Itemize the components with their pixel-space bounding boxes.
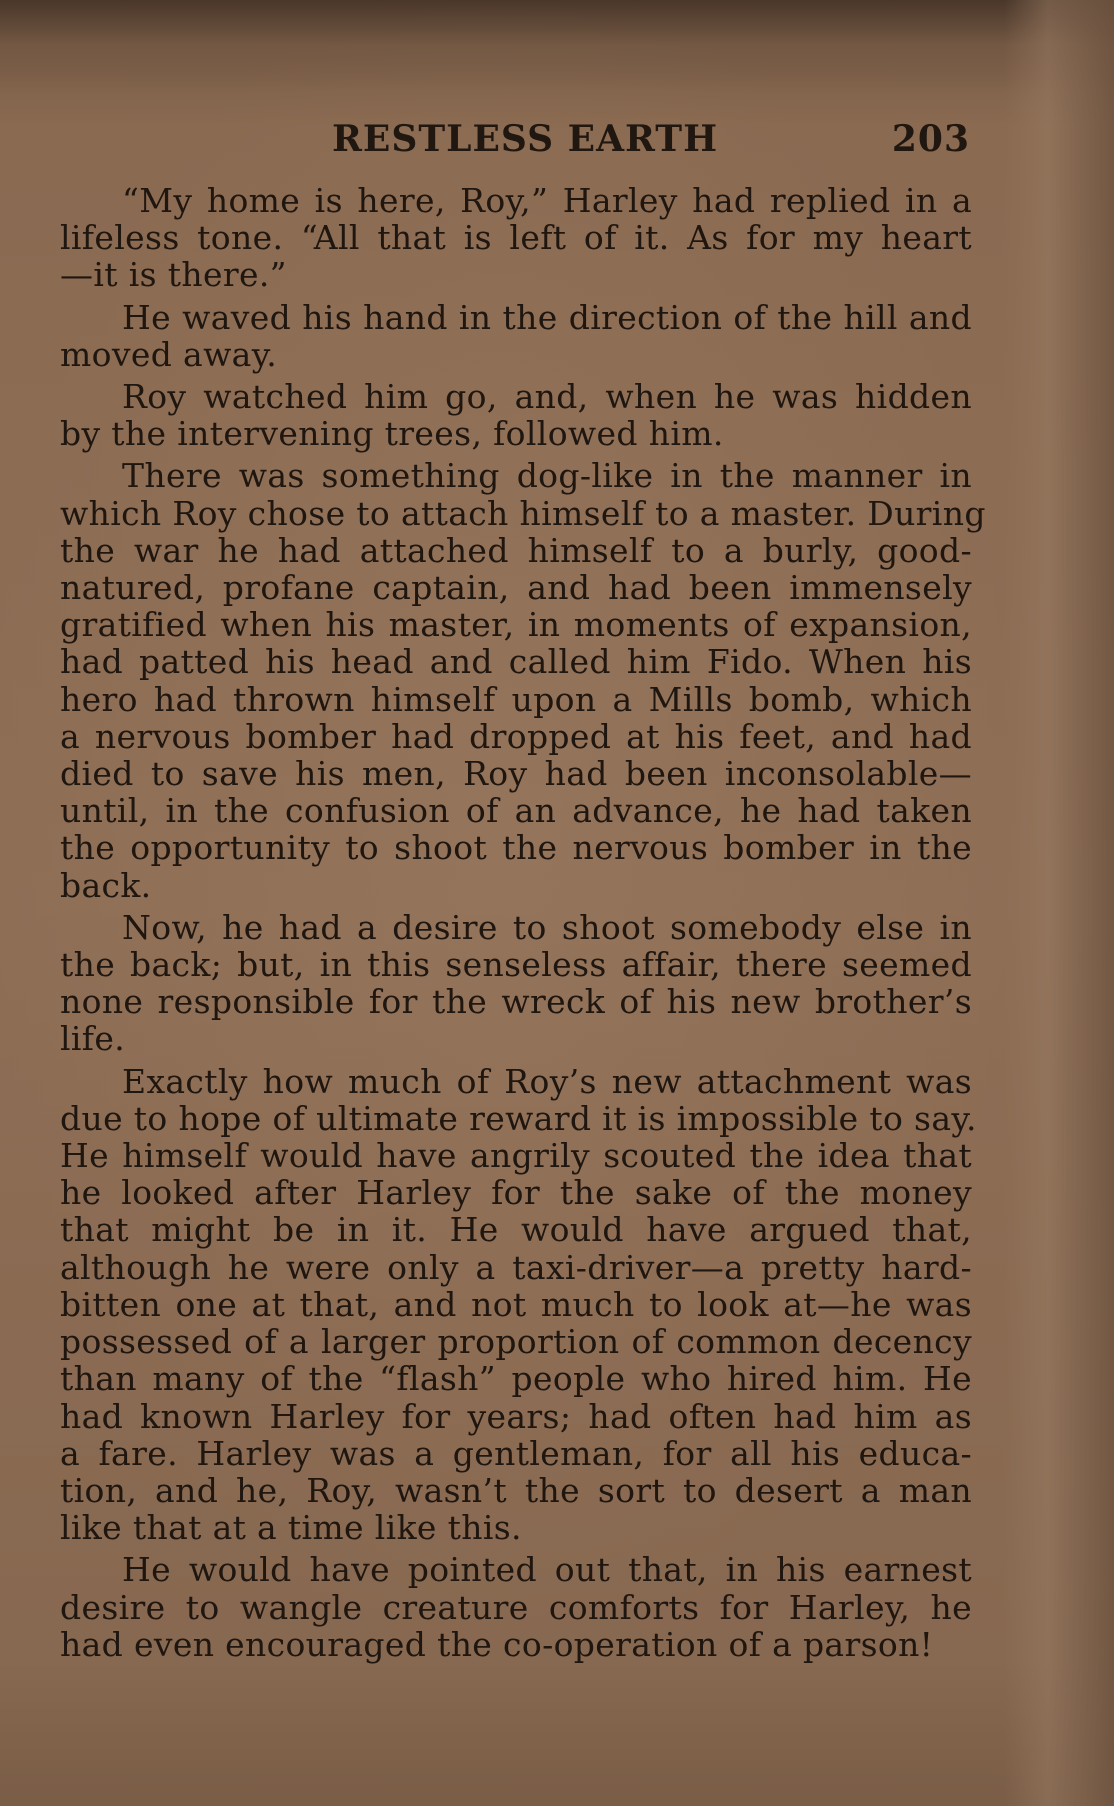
text-line: He would have pointed out that, in his earnest (122, 1550, 972, 1590)
page-top-shadow (0, 0, 1114, 90)
text-line: life. (60, 1019, 126, 1059)
text-line: than many of the “flash” people who hired him. He (60, 1359, 972, 1399)
text-line: He himself would have angrily scouted the idea that (60, 1136, 972, 1176)
text-line: Now, he had a desire to shoot somebody else in (122, 907, 972, 947)
text-line: tion, and he, Roy, wasn’t the sort to desert a man (60, 1470, 972, 1510)
text-line: by the intervening trees, followed him. (60, 414, 724, 454)
paragraph (60, 456, 986, 905)
running-title: RESTLESS EARTH (332, 118, 719, 160)
paragraph (60, 182, 972, 294)
text-line: due to hope of ultimate reward it is impossible to say. (60, 1098, 977, 1138)
text-line: natured, profane captain, and had been immensely (60, 568, 972, 608)
text-line: none responsible for the wreck of his new brother’s (60, 982, 972, 1022)
text-line: had known Harley for years; had often had him as (60, 1396, 972, 1436)
text-line: had patted his head and called him Fido. When his (60, 642, 972, 682)
page-number: 203 (891, 118, 970, 160)
text-line: back. (60, 865, 152, 905)
text-line: died to save his men, Roy had been inconsolable— (60, 754, 972, 794)
text-line: There was something dog-like in the manner in (122, 456, 972, 496)
text-line: “My home is here, Roy,” Harley had replied in a (122, 181, 972, 220)
text-line: bitten one at that, and not much to look at—he was (60, 1284, 972, 1324)
text-line: although he were only a taxi-driver—a pretty hard- (60, 1247, 972, 1287)
page-right-edge (1004, 0, 1114, 1806)
body-text (60, 181, 986, 1664)
text-line: the opportunity to shoot the nervous bomber in the (60, 828, 972, 868)
text-line: —it is there.” (60, 255, 287, 295)
paragraph (60, 1061, 977, 1548)
text-line: he looked after Harley for the sake of the money (60, 1173, 972, 1213)
text-line: desire to wangle creature comforts for Harley, he (60, 1587, 972, 1627)
paragraph (60, 378, 972, 452)
paragraph (60, 909, 972, 1058)
text-line: like that at a time like this. (60, 1508, 522, 1548)
running-header (60, 118, 970, 168)
text-line: gratified when his master, in moments of expansion, (60, 605, 972, 645)
text-line: until, in the confusion of an advance, he had taken (60, 791, 972, 831)
text-line: hero had thrown himself upon a Mills bomb, which (60, 679, 972, 719)
text-line: that might be in it. He would have argued that, (60, 1210, 972, 1250)
text-line: Roy watched him go, and, when he was hidden (122, 377, 972, 417)
text-line: possessed of a larger proportion of common decency (60, 1322, 972, 1362)
text-line: He waved his hand in the direction of the hill and (122, 297, 972, 337)
text-line: Exactly how much of Roy’s new attachment was (122, 1061, 972, 1101)
paragraph (60, 1551, 972, 1663)
text-line: which Roy chose to attach himself to a master. During (60, 493, 986, 533)
paragraph (60, 299, 972, 373)
text-line: the war he had attached himself to a burly, good- (60, 530, 972, 570)
text-line: moved away. (60, 334, 278, 374)
text-line: the back; but, in this senseless affair, there seemed (60, 945, 972, 985)
text-line: a fare. Harley was a gentleman, for all his educa- (60, 1433, 972, 1473)
text-line: had even encouraged the co-operation of a parson! (60, 1624, 934, 1664)
text-line: a nervous bomber had dropped at his feet, and had (60, 716, 972, 756)
text-line: lifeless tone. “All that is left of it. As for my heart (60, 218, 972, 258)
